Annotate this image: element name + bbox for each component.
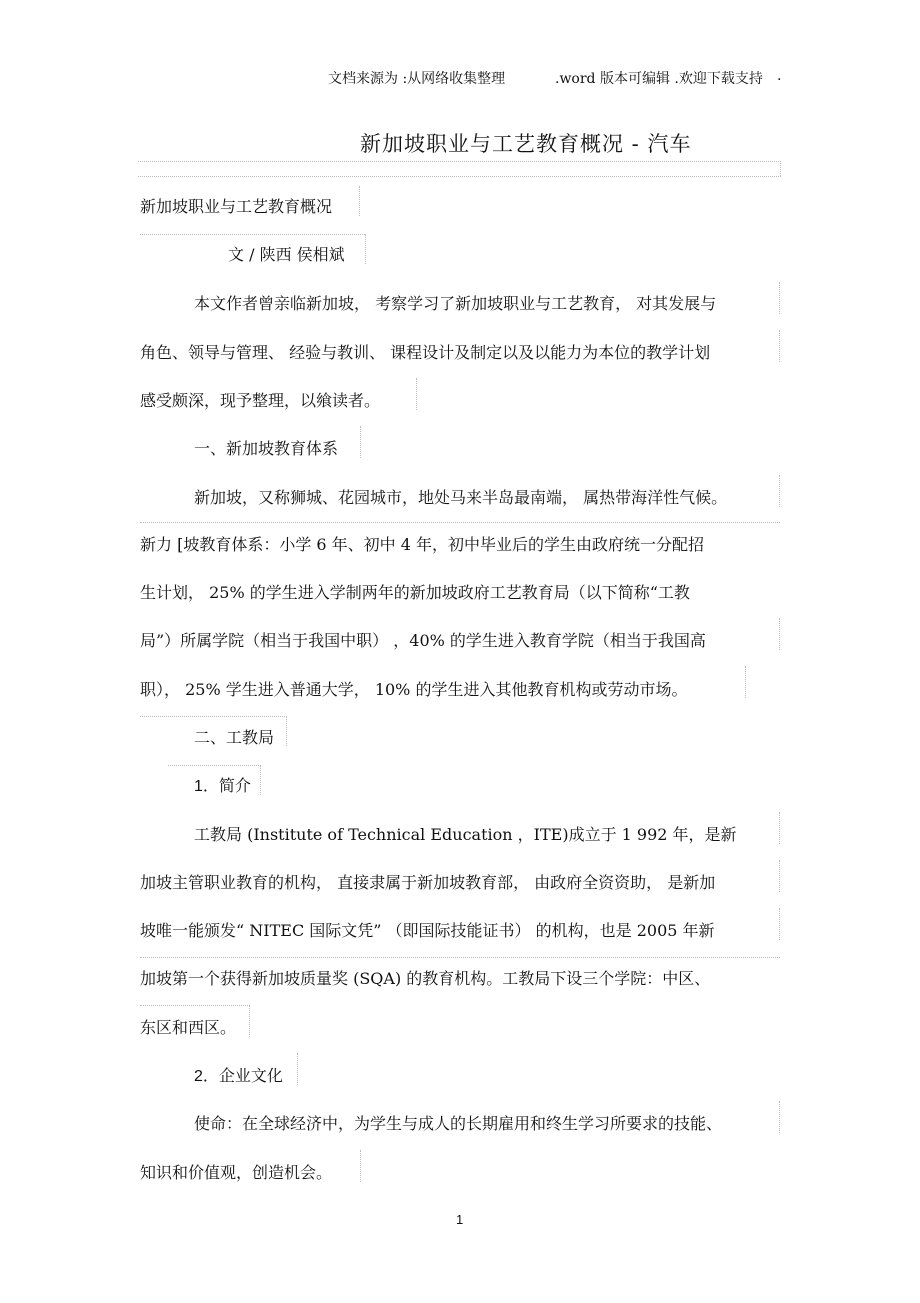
line-divider xyxy=(168,765,261,766)
line-divider xyxy=(140,234,365,235)
line-marker xyxy=(779,618,780,650)
paragraph-line: 生计划， 25% 的学生进入学制两年的新加坡政府工艺教育局（以下简称“工教 xyxy=(140,583,690,602)
line-marker xyxy=(286,716,287,746)
line-marker xyxy=(779,908,780,940)
header-dot: . xyxy=(777,68,782,84)
paragraph-line: 使命：在全球经济中，为学生与成人的长期雇用和终生学习所要求的技能、 xyxy=(194,1114,723,1133)
page-number: 1 xyxy=(456,1212,464,1227)
line-divider xyxy=(140,522,780,523)
line-marker xyxy=(745,666,746,698)
line-divider xyxy=(140,716,287,717)
paragraph-line: 知识和价值观，创造机会。 xyxy=(140,1163,333,1182)
line-marker xyxy=(297,1053,298,1085)
line-marker xyxy=(260,765,261,795)
page-title: 新加坡职业与工艺教育概况 - 汽车 xyxy=(360,132,692,156)
line-divider xyxy=(140,1005,250,1006)
line-marker xyxy=(779,860,780,892)
author: 文 / 陕西 侯相斌 xyxy=(228,245,345,264)
paragraph-line: 新加坡，又称狮城、花园城市，地处马来半岛最南端， 属热带海洋性气候。 xyxy=(194,488,728,507)
line-marker xyxy=(365,234,366,264)
line-marker xyxy=(779,282,780,314)
paragraph-line: 局”）所属学院（相当于我国中职） ，40% 的学生进入教育学院（相当于我国高 xyxy=(140,631,706,650)
section-heading: 二、工教局 xyxy=(194,728,275,747)
line-marker xyxy=(779,812,780,844)
paragraph-line: 加坡第一个获得新加坡质量奖 (SQA) 的教育机构。工教局下设三个学院：中区、 xyxy=(140,969,711,988)
paragraph-line: 工教局 (Institute of Technical Education ，ITE)成立于 1 992 年，是新 xyxy=(194,825,737,844)
header-source: 文档来源为 :从网络收集整理 xyxy=(328,71,506,87)
paragraph-line: 东区和西区。 xyxy=(140,1018,237,1037)
line-marker xyxy=(360,1150,361,1182)
subsection-heading: 2．企业文化 xyxy=(194,1068,283,1085)
paragraph-line: 感受颇深，现予整理，以飨读者。 xyxy=(140,391,381,410)
line-marker xyxy=(359,186,360,216)
section-heading: 一、新加坡教育体系 xyxy=(194,439,339,458)
header-note: .word 版本可编辑 .欢迎下载支持 xyxy=(555,71,763,87)
title-divider xyxy=(138,161,781,162)
paragraph-line: 本文作者曾亲临新加坡， 考察学习了新加坡职业与工艺教育， 对其发展与 xyxy=(194,294,717,313)
paragraph-line: 坡唯一能颁发“ NITEC 国际文凭” （即国际技能证书） 的机构，也是 2005 年新 xyxy=(140,921,715,940)
line-marker xyxy=(360,426,361,458)
paragraph-line: 职）， 25% 学生进入普通大学， 10% 的学生进入其他教育机构或劳动市场。 xyxy=(140,680,688,699)
line-marker xyxy=(249,1005,250,1037)
line-marker xyxy=(416,378,417,410)
line-marker xyxy=(779,1101,780,1133)
paragraph-line: 新力 [坡教育体系：小学 6 年、初中 4 年，初中毕业后的学生由政府统一分配招 xyxy=(140,535,705,554)
line-divider xyxy=(140,957,780,958)
title-divider-edge xyxy=(780,161,781,176)
paragraph-line: 加坡主管职业教育的机构， 直接隶属于新加坡教育部， 由政府全资资助， 是新加 xyxy=(140,873,716,892)
paragraph-line: 角色、领导与管理、 经验与教训、 课程设计及制定以及以能力为本位的教学计划 xyxy=(140,343,711,362)
subtitle: 新加坡职业与工艺教育概况 xyxy=(140,197,333,216)
line-marker xyxy=(779,330,780,362)
title-divider-lower xyxy=(138,176,781,177)
subsection-heading: 1．简介 xyxy=(194,778,251,795)
line-marker xyxy=(779,475,780,507)
